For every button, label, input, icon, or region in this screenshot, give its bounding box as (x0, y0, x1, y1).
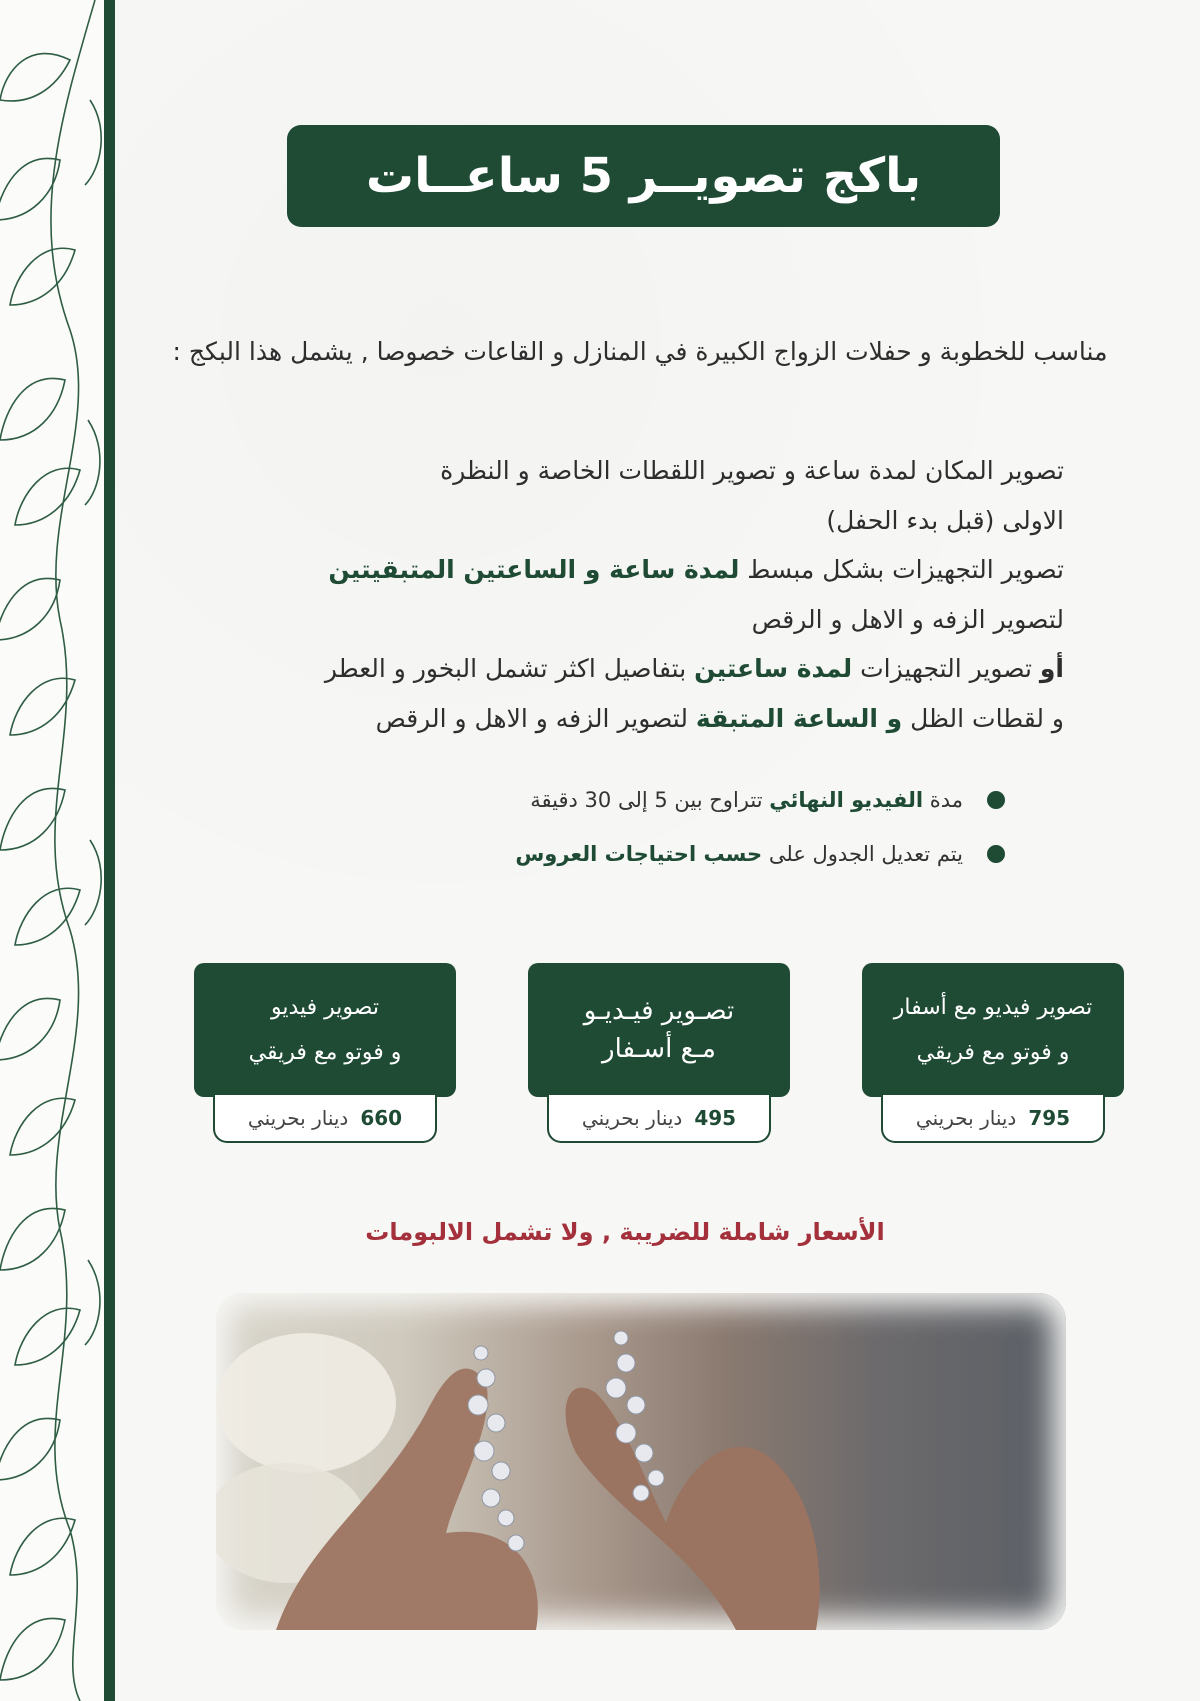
package-card-title: تصـوير فيـديـو مـع أسـفار (528, 963, 790, 1097)
bullet-dot-icon (987, 791, 1005, 809)
detail-line: أو تصوير التجهيزات لمدة ساعتين بتفاصيل اكثر تشمل البخور و العطر (324, 654, 1064, 683)
detail-line: تصوير المكان لمدة ساعة و تصوير اللقطات الخاصة و النظرة (440, 456, 1064, 485)
package-card-title: تصوير فيديو و فوتو مع فريقي (194, 963, 456, 1097)
package-title: باكج تصويــر 5 ساعــات (287, 125, 1000, 227)
green-side-bar (104, 0, 115, 1701)
detail-line: تصوير التجهيزات بشكل مبسط لمدة ساعة و الساعتين المتبقيتين (328, 555, 1064, 584)
leaf-pattern-icon (0, 0, 104, 1701)
list-item: مدة الفيديو النهائي تتراوح بين 5 إلى 30 دقيقة (300, 773, 1005, 827)
detail-line: لتصوير الزفه و الاهل و الرقص (751, 604, 1064, 634)
bullet-list (300, 773, 1005, 881)
intro-text: مناسب للخطوبة و حفلات الزواج الكبيرة في المنازل و القاعات خصوصا , يشمل هذا البكج : (172, 337, 1108, 366)
package-price: 495 دينار بحريني (547, 1095, 771, 1143)
detail-line: الاولى (قبل بدء الحفل) (826, 505, 1064, 535)
earrings-image (216, 1293, 1066, 1630)
package-price: 660 دينار بحريني (213, 1095, 437, 1143)
detail-line: و لقطات الظل و الساعة المتبقة لتصوير الزفه و الاهل و الرقص (375, 703, 1064, 733)
bullet-dot-icon (987, 845, 1005, 863)
price-note: الأسعار شاملة للضريبة , ولا تشمل الالبومات (365, 1218, 885, 1246)
package-card-video-photo-travel (862, 963, 1124, 1143)
package-card-video-photo (194, 963, 456, 1143)
leaf-pattern-border (0, 0, 104, 1701)
package-details (200, 446, 1064, 743)
package-card-video-travel (528, 963, 790, 1143)
package-card-title: تصوير فيديو مع أسفار و فوتو مع فريقي (862, 963, 1124, 1097)
list-item: يتم تعديل الجدول على حسب احتياجات العروس (300, 827, 1005, 881)
package-price: 795 دينار بحريني (881, 1095, 1105, 1143)
earrings-photo (216, 1293, 1066, 1630)
